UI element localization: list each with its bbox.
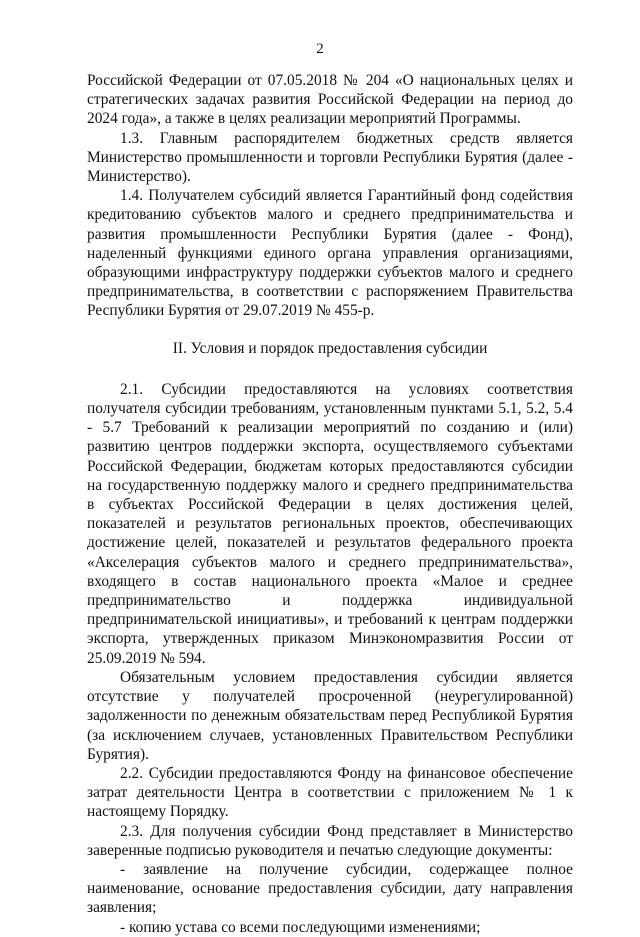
list-item-charter-copy: - копию устава со всеми последующими изменениями;	[120, 918, 481, 936]
paragraph-2-3: 2.3. Для получения субсидии Фонд представляет в Министерство заверенные подписью руководителя и печатью следующие документы:	[87, 822, 573, 859]
list-item-application: - заявление на получение субсидии, содержащее полное наименование, основание предоставления субсидии, дату направления заявления;	[87, 860, 573, 917]
paragraph-2-2: 2.2. Субсидии предоставляются Фонду на финансовое обеспечение затрат деятельности Центра в соответствии с приложением № 1 к настоящему Порядку.	[87, 764, 573, 821]
document-body	[87, 71, 573, 937]
section-heading: II. Условия и порядок предоставления субсидии	[172, 339, 488, 357]
paragraph-1-3: 1.3. Главным распорядителем бюджетных средств является Министерство промышленности и торговли Республики Бурятия (далее - Министерство).	[87, 129, 573, 186]
paragraph-continuation: Российской Федерации от 07.05.2018 № 204 «О национальных целях и стратегических задачах развития Российской Федерации на период до 2024 года», а также в целях реализации мероприятий Программы.	[87, 72, 573, 128]
paragraph-1-4: 1.4. Получателем субсидий является Гарантийный фонд содействия кредитованию субъектов малого и среднего предпринимательства и развития промышленности Республики Бурятия (далее - Фонд), наделенный функциями единого органа управления организациями, образующими инфраструктуру поддержки субъектов малого и среднего предпринимательства, в соответствии с распоряжением Правительства Республики Бурятия от 29.07.2019 № 455-р.	[87, 187, 573, 320]
paragraph-obligatory-condition: Обязательным условием предоставления субсидии является отсутствие у получателей просроченной (неурегулированной) задолженности по денежным обязательствам перед Республикой Бурятия (за исключением случаев, установленных Правительством Республики Бурятия).	[87, 668, 573, 763]
paragraph-2-1: 2.1. Субсидии предоставляются на условиях соответствия получателя субсидии требованиям, установленным пунктами 5.1, 5.2, 5.4 - 5.7 Требований к реализации мероприятий по созданию и (или) развитию центров поддержки экспорта, осуществляемого субъектами Российской Федерации, бюджетам которых предоставляются субсидии на государственную поддержку малого и среднего предпринимательства в субъектах Российской Федерации в целях достижения целей, показателей и результатов региональных проектов, обеспечивающих достижение целей, показателей и результатов федерального проекта «Акселерация субъектов малого и среднего предпринимательства», входящего в состав национального проекта «Малое и среднее предпринимательство и поддержка индивидуальной предпринимательской инициативы», и требований к центрам поддержки экспорта, утвержденных приказом Минэкономразвития России от 25.09.2019 № 594.	[87, 380, 573, 667]
page-number: 2	[316, 41, 324, 57]
